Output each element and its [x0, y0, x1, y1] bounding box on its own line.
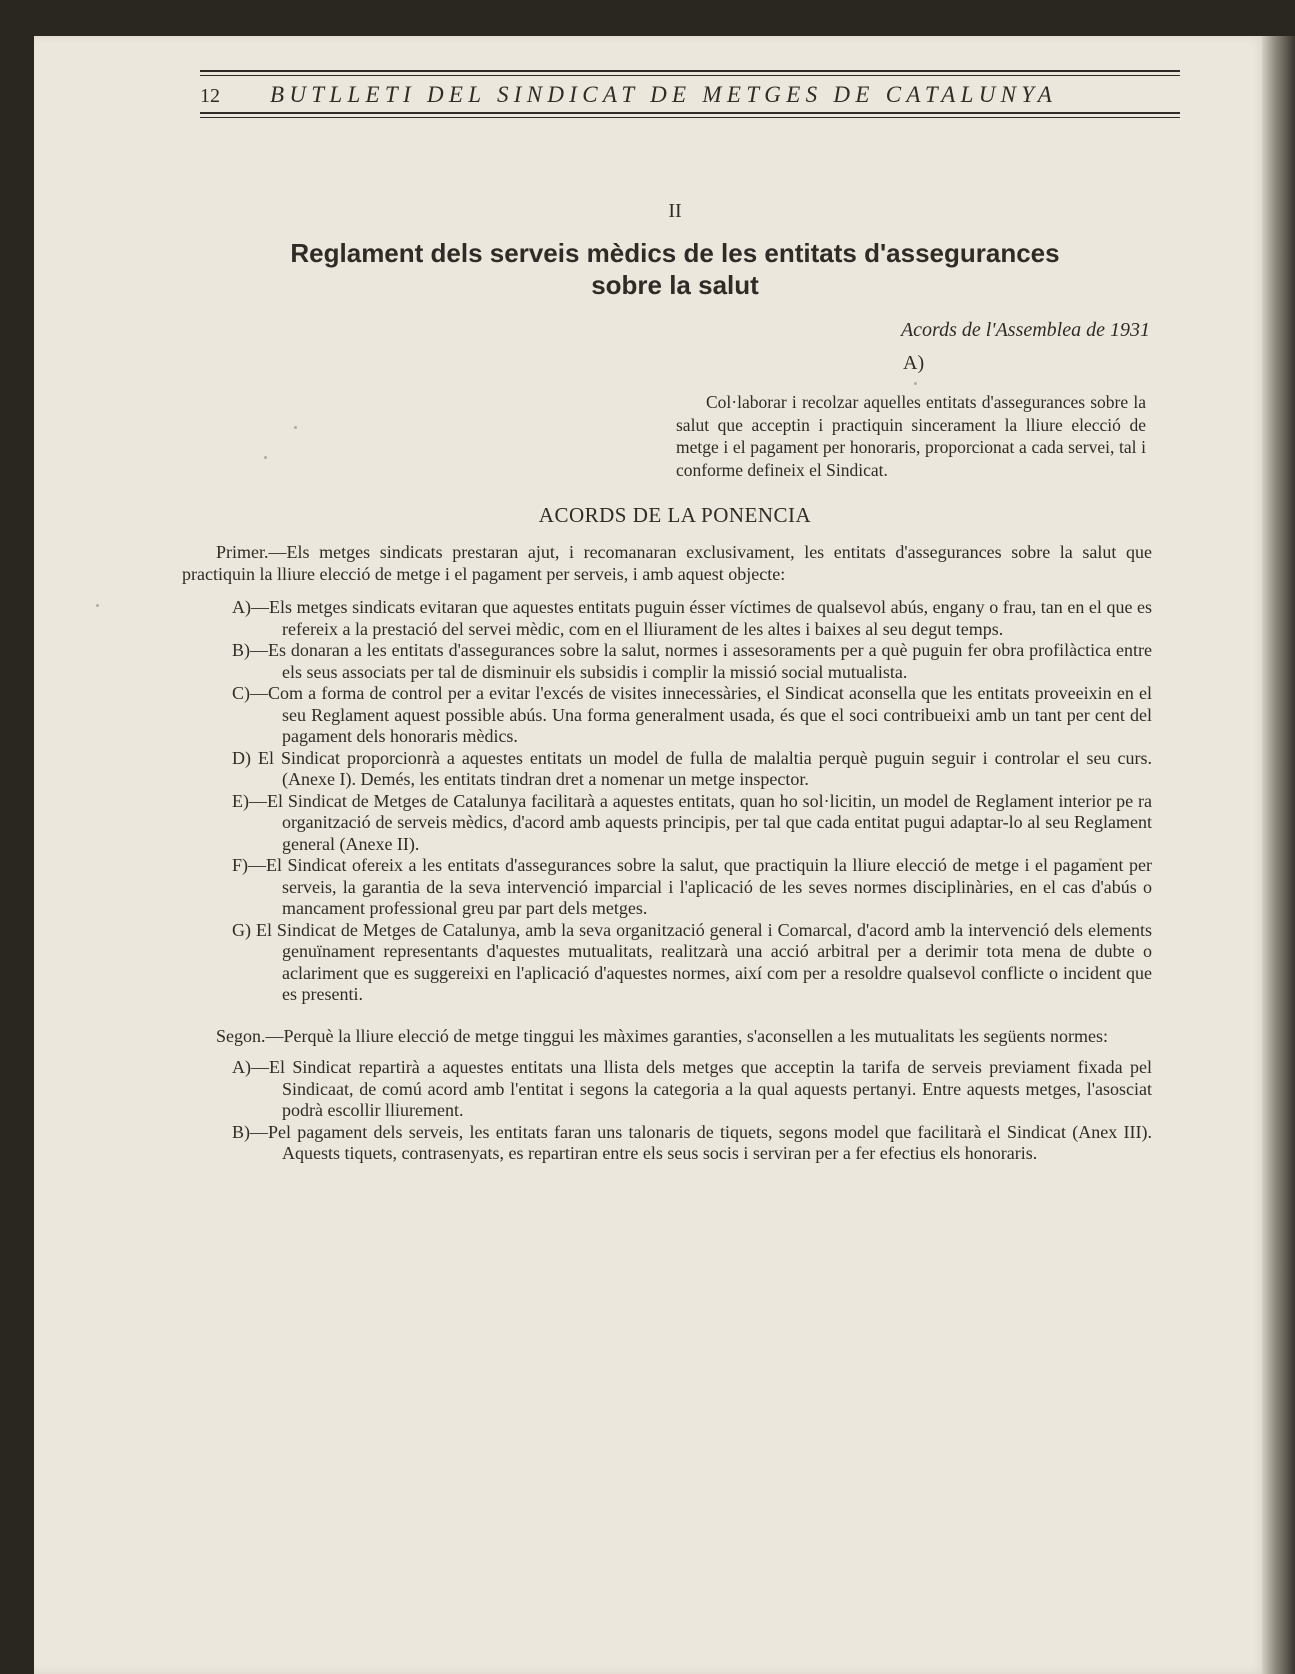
- list-item: [232, 748, 1152, 791]
- list-item: [232, 597, 1152, 640]
- list-marker: A)—: [232, 1057, 269, 1077]
- list-marker: B)—: [232, 1121, 268, 1142]
- header-line: [200, 76, 1180, 112]
- primer-list: [232, 597, 1152, 1006]
- article-title: [200, 237, 1150, 301]
- list-item-text: El Sindicat proporcionrà a aquestes entitats un model de fulla de malaltia perquè puguin seguir i controlar el seu curs. (Anexe I). Demés, les entitats tindran dret a nomenar un metge inspector.: [257, 747, 1152, 789]
- list-item-text: El Sindicat de Metges de Catalunya, amb la seva organització general i Comarcal, d'acord amb la intervenció dels elements genuïnament representants d'aquestes mutualitats, realitzarà una acció arbitral per a derimir tota mena de dubte o aclariment que es suggereixi en l'aplicació d'aquestes normes, així com per a resoldre qualsevol conflicte o incident que es presenti.: [255, 919, 1152, 1004]
- list-item-text: Com a forma de control per a evitar l'excés de visites innecessàries, el Sindicat aconsella que les entitats proveeixin en el seu Reglament aquest possible abús. Una forma generalment usada, és que el soci contribueixi amb un tant per cent del pagament dels honoraris mèdics.: [268, 683, 1152, 746]
- segon-list: [232, 1057, 1152, 1165]
- intro-paragraph: Col·laborar i recolzar aquelles entitats d'assegurances sobre la salut que acceptin i practiquin sincerament la lliure elecció de metge i el pagament per honoraris, proporcionat a cada servei, tal i conforme defineix el Sindicat.: [676, 392, 1146, 480]
- list-marker: E)—: [232, 790, 267, 811]
- list-item: [232, 683, 1152, 748]
- segon-paragraph: Segon.—Perquè la lliure elecció de metge tinggui les màximes garanties, s'aconsellen a les mutualitats les següents normes:: [216, 1025, 1109, 1046]
- list-item: [232, 855, 1152, 920]
- list-marker: D): [232, 747, 258, 768]
- article-title-line1: Reglament dels serveis mèdics de les entitats d'assegurances: [290, 238, 1060, 268]
- list-marker: A)—: [232, 597, 269, 617]
- list-item-text: El Sindicat repartirà a aquestes entitats una llista dels metges que acceptin la tarifa de serveis previament fixada pel Sindicaat, de comú acord amb l'entitat i segons la categoria a la qual aquests pertanyi. Entre aquests metges, l'asosciat podrà escollir lliurement.: [269, 1057, 1152, 1120]
- primer-paragraph: Primer.—Els metges sindicats prestaran ajut, i recomanaran exclusivament, les entitats d'assegurances sobre la salut que practiquin la lliure elecció de metge i el pagament per serveis, i amb aquest objecte:: [182, 542, 1152, 584]
- list-item: [232, 791, 1152, 856]
- list-item: [232, 1057, 1152, 1122]
- list-item: [232, 640, 1152, 683]
- list-item: [232, 1122, 1152, 1165]
- section-numeral: II: [668, 200, 682, 222]
- article-subtitle: [170, 319, 1180, 342]
- paper-speck: [96, 604, 99, 607]
- list-item-text: Els metges sindicats evitaran que aquestes entitats puguin ésser víctimes de qualsevol abús, engany o frau, tan en el que es refereix a la prestació del servei mèdic, com en el lliurament de les altes i baixes al seu degut temps.: [269, 597, 1152, 639]
- page-content: [170, 70, 1150, 1165]
- list-item-text: Es donaran a les entitats d'assegurances sobre la salut, normes i assesoraments per a què puguin fer obra profilàctica entre els seus associats per tal de disminuir els subsidis i complir la missió social mutualista.: [268, 640, 1152, 682]
- header-rule-bottom: [200, 112, 1180, 118]
- list-marker: F)—: [232, 855, 267, 875]
- list-item-text: El Sindicat de Metges de Catalunya facilitarà a aquestes entitats, quan ho sol·licitin, un model de Reglament interior pe ra organització de serveis mèdics, d'acord amb aquests principis, per tal que cada entitat pugui adaptar-lo al seu Reglament general (Anexe II).: [267, 790, 1152, 854]
- subtitle-text: Acords de l'Assemblea de 1931: [900, 319, 1150, 341]
- running-header: [200, 70, 1180, 118]
- section-a-label: A): [903, 352, 925, 374]
- list-marker: B)—: [232, 640, 268, 660]
- article-title-line2: sobre la salut: [591, 270, 759, 300]
- list-marker: G): [232, 919, 256, 940]
- list-item-text: Pel pagament dels serveis, les entitats faran uns talonaris de tiquets, segons model que facilitarà el Sindicat (Anex III). Aquests tiquets, contrasenyats, es repartiran entre els seus socis i serviran per a fer efectius els honoraris.: [268, 1121, 1152, 1163]
- list-item-text: El Sindicat ofereix a les entitats d'assegurances sobre la salut, que practiquin la lliure elecció de metge i el pagament per serveis, la garantia de la seva intervenció imparcial i l'aplicació de les seves normes disciplinàries, en el cas d'abús o mancament professional greu par part dels metges.: [266, 855, 1152, 918]
- page-number: 12: [200, 85, 220, 107]
- list-item: [232, 920, 1152, 1006]
- page-binding-edge: [1262, 36, 1295, 1674]
- section-heading: ACORDS DE LA PONENCIA: [538, 503, 812, 527]
- journal-title: BUTLLETI DEL SINDICAT DE METGES DE CATALUNYA: [270, 82, 1058, 107]
- list-marker: C)—: [232, 683, 268, 703]
